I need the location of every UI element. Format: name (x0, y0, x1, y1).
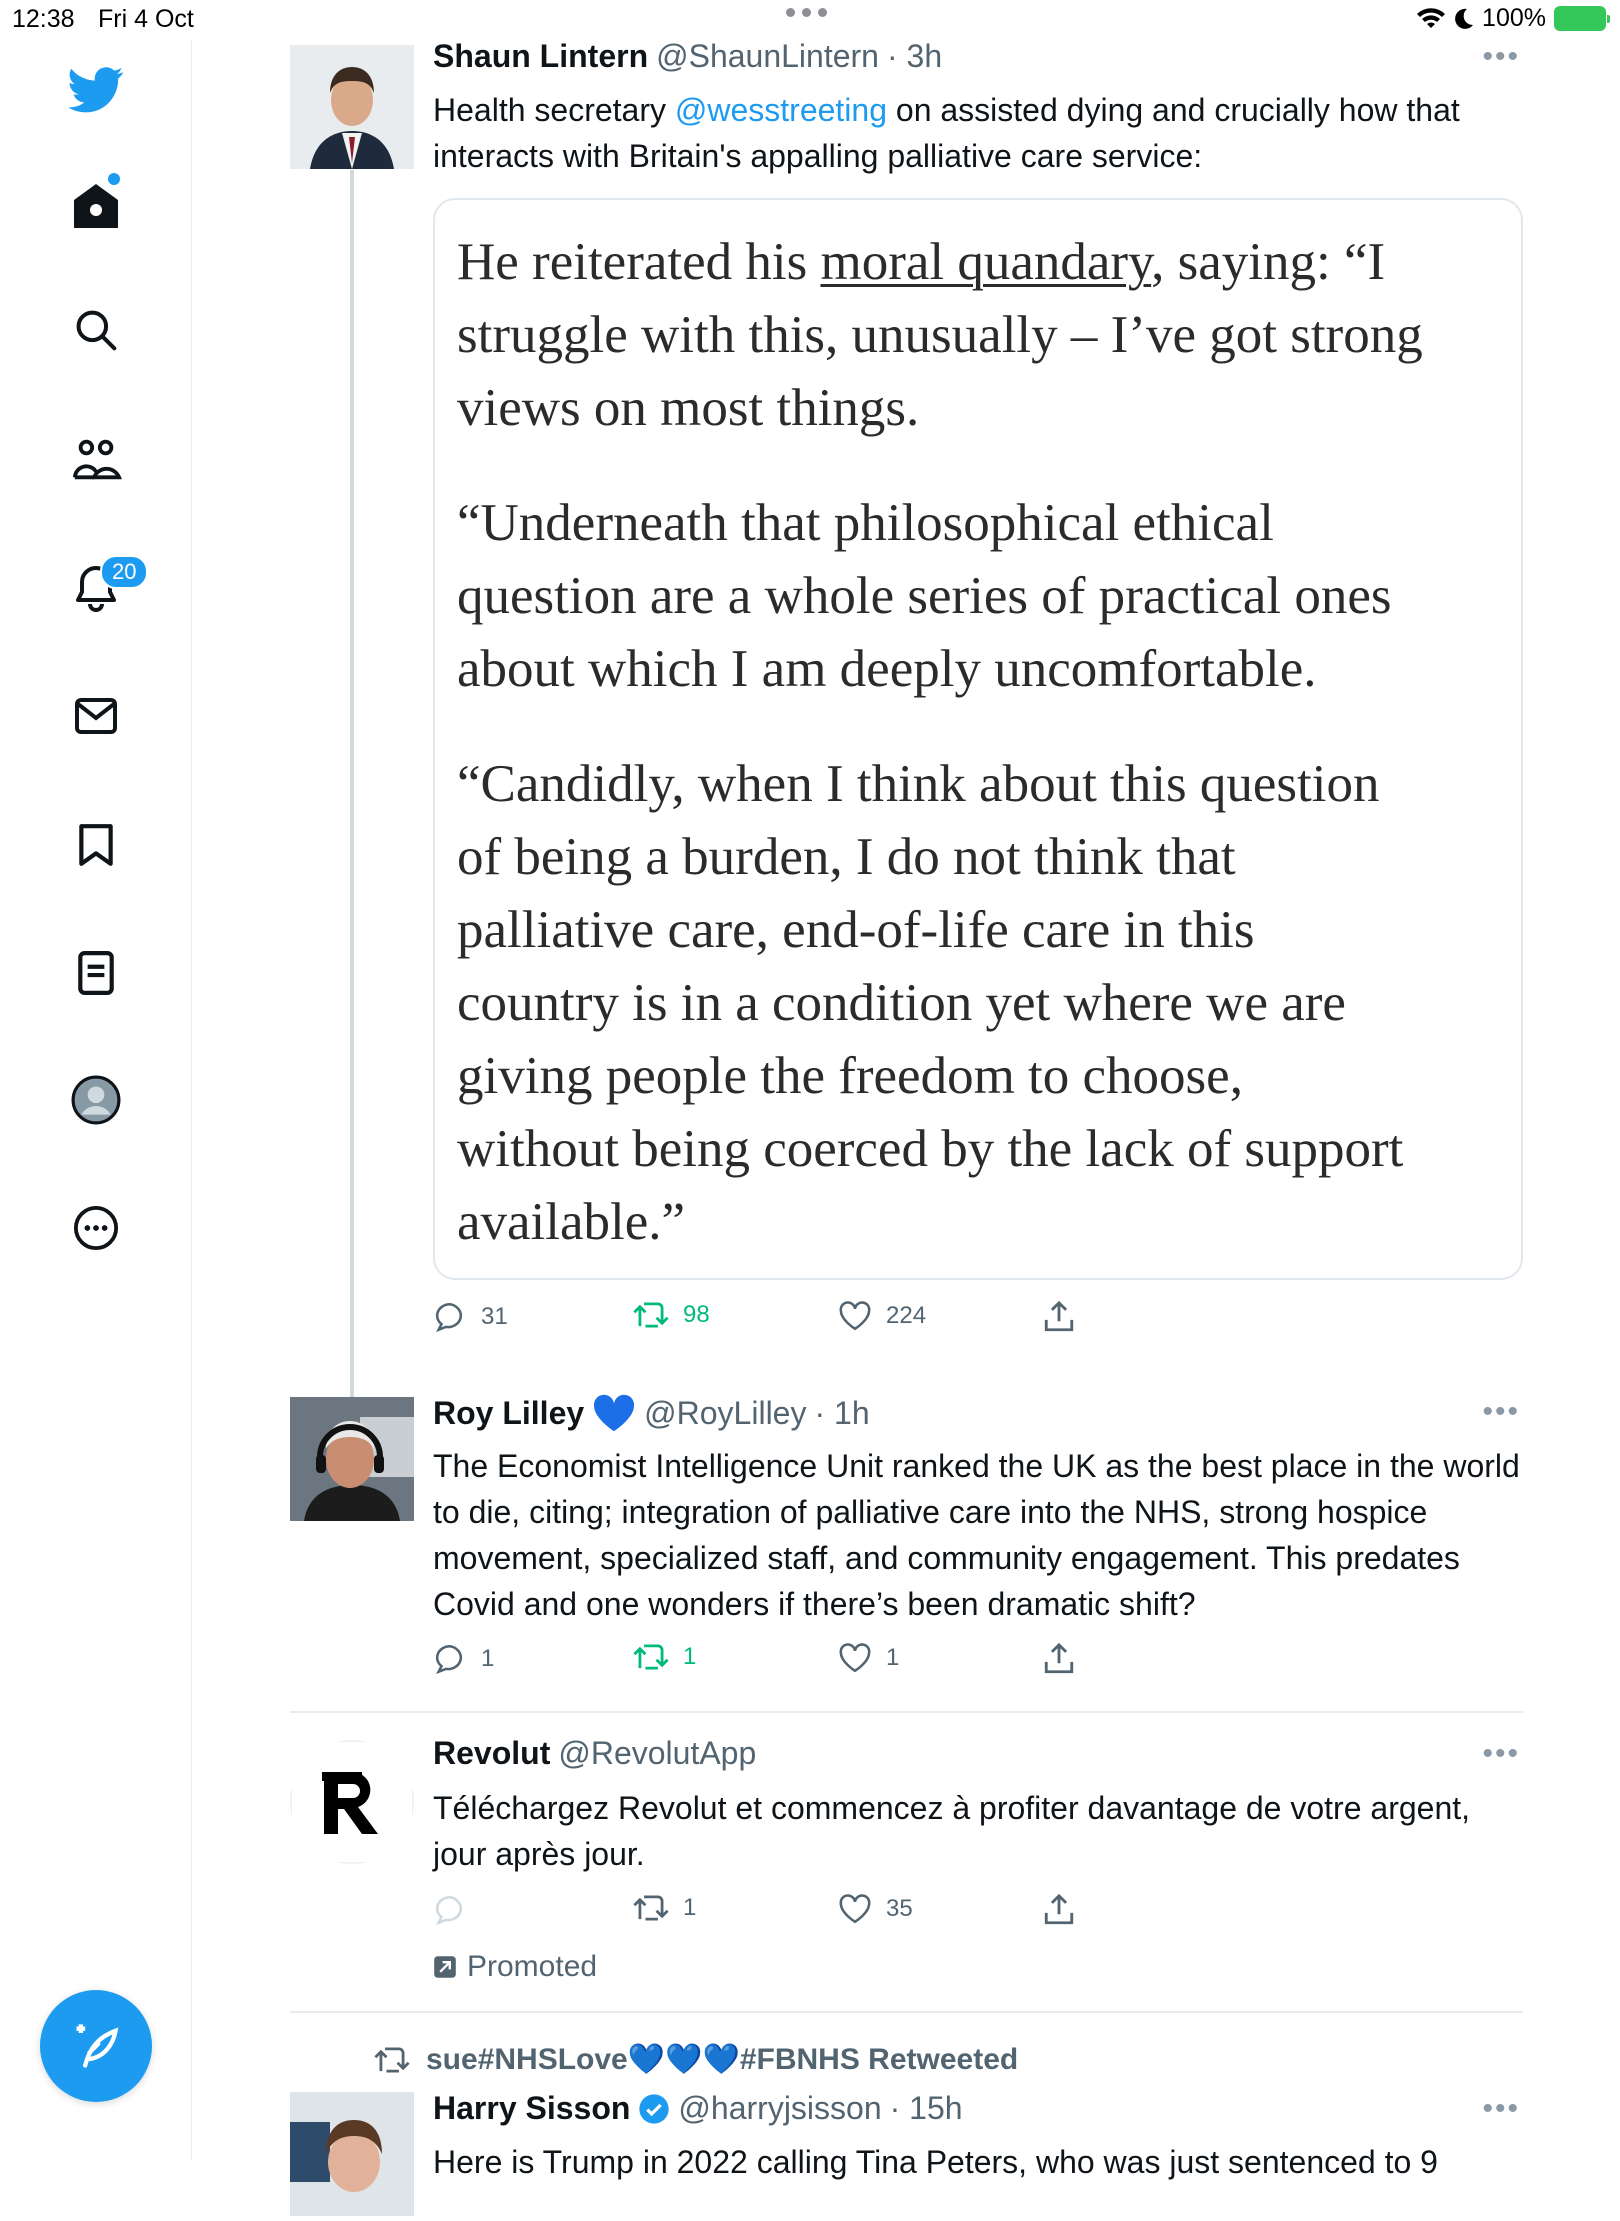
retweeted-by-label[interactable]: sue#NHSLove💙💙💙#FBNHS Retweeted (374, 2042, 1018, 2077)
status-time: 12:38 (12, 5, 75, 33)
reply-button[interactable] (433, 1893, 467, 1927)
status-date: Fri 4 Oct (98, 5, 194, 33)
tweet-1-image-quote[interactable] (433, 198, 1523, 1280)
blue-heart-icon (592, 1393, 636, 1433)
tweet-2-more-icon[interactable]: ••• (1482, 1395, 1520, 1428)
tweet-1-text: Health secretary @wesstreeting on assisted dying and crucially how that interacts with Britain's appalling palliative care service: (433, 92, 1460, 174)
author-name[interactable]: Roy Lilley (433, 1394, 585, 1431)
heart-icon (838, 1642, 872, 1674)
avatar-harry-sisson[interactable] (290, 2092, 414, 2216)
share-icon (1043, 1893, 1075, 1927)
tweet-4-more-icon[interactable]: ••• (1482, 2092, 1520, 2125)
tweet-divider (290, 2011, 1523, 2013)
retweet-icon (374, 2045, 410, 2075)
more-circle-icon (73, 1205, 119, 1251)
author-name[interactable]: Shaun Lintern (433, 38, 649, 74)
author-name[interactable]: Harry Sisson (433, 2090, 631, 2126)
reply-icon (433, 1642, 467, 1676)
tweet-2-header (433, 1393, 870, 1433)
sidebar-item-explore[interactable] (61, 295, 131, 365)
notifications-badge: 20 (100, 555, 148, 589)
retweet-icon (633, 1893, 669, 1923)
quote-line: He reiterated his moral quandary, saying: “I struggle with this, unusually – I’ve got strong views on most things. (457, 233, 1423, 437)
bookmark-icon (77, 822, 115, 868)
author-handle[interactable]: @RoyLilley (644, 1394, 807, 1431)
tweet-4-text: Here is Trump in 2022 calling Tina Peters, who was just sentenced to 9 (433, 2144, 1438, 2180)
like-button[interactable]: 1 (838, 1642, 899, 1674)
tweet-4-header (433, 2090, 963, 2127)
mail-icon (74, 696, 118, 736)
sidebar-item-messages[interactable] (61, 681, 131, 751)
share-button[interactable] (1043, 1300, 1075, 1334)
reply-button[interactable]: 1 (433, 1642, 494, 1676)
retweet-icon (633, 1642, 669, 1672)
reply-icon (433, 1300, 467, 1334)
heart-icon (838, 1893, 872, 1925)
thread-connector (350, 170, 354, 1400)
avatar-roy-lilley[interactable] (290, 1397, 414, 1521)
tweet-3-more-icon[interactable]: ••• (1482, 1737, 1520, 1770)
share-button[interactable] (1043, 1642, 1075, 1676)
battery-percent: 100% (1482, 4, 1546, 32)
home-unread-dot (108, 173, 120, 185)
promoted-label: Promoted (433, 1950, 597, 1984)
retweet-button[interactable]: 1 (633, 1642, 696, 1672)
verified-badge-icon (638, 2093, 670, 2125)
mention-link[interactable]: @wesstreeting (674, 92, 887, 128)
sidebar-item-more[interactable] (61, 1193, 131, 1263)
retweet-button[interactable]: 1 (633, 1893, 696, 1923)
moon-icon (1454, 8, 1474, 30)
blue-hearts-emoji: 💙💙💙 (627, 2043, 740, 2076)
like-button[interactable]: 35 (838, 1893, 913, 1925)
sidebar-item-profile[interactable] (61, 1065, 131, 1135)
sidebar-item-communities[interactable] (61, 425, 131, 495)
multitasking-dots-icon[interactable] (786, 8, 827, 17)
tweet-3-actions (433, 1893, 1133, 1933)
retweet-button[interactable]: 98 (633, 1300, 710, 1330)
tweet-2-actions (433, 1642, 1133, 1682)
tweet-1-header (433, 38, 942, 75)
share-button[interactable] (1043, 1893, 1075, 1927)
lists-icon (77, 950, 115, 996)
sidebar-item-lists[interactable] (61, 938, 131, 1008)
heart-icon (838, 1300, 872, 1332)
battery-icon (1554, 6, 1606, 31)
communities-icon (71, 438, 121, 482)
status-indicators (1416, 4, 1606, 33)
share-icon (1043, 1642, 1075, 1676)
home-icon (72, 182, 120, 228)
twitter-logo-icon[interactable] (61, 55, 131, 125)
tweet-2-text: The Economist Intelligence Unit ranked the UK as the best place in the world to die, citing; integration of palliative care into the NHS, strong hospice movement, specialized staff, and community engagement. This predates Covid and one wonders if there’s been dramatic shift? (433, 1448, 1520, 1622)
tweet-time: · 15h (889, 2090, 963, 2126)
tweet-3-text: Téléchargez Revolut et commencez à profiter davantage de votre argent, jour après jour. (433, 1790, 1471, 1872)
quote-line: “Candidly, when I think about this question of being a burden, I do not think that palliative care, end-of-life care in this country is in a condition yet where we are giving people the freedom to choose, without being coerced by the lack of support available.” (457, 755, 1404, 1251)
tweet-1-more-icon[interactable]: ••• (1482, 40, 1520, 73)
sidebar-item-home[interactable] (61, 170, 131, 240)
search-icon (74, 308, 118, 352)
tweet-divider (290, 1711, 1523, 1713)
share-icon (1043, 1300, 1075, 1334)
profile-avatar-icon (71, 1075, 121, 1125)
status-bar (0, 0, 1620, 40)
tweet-time: · 1h (814, 1394, 870, 1431)
compose-tweet-button[interactable] (40, 1990, 152, 2102)
retweet-icon (633, 1300, 669, 1330)
promoted-icon (433, 1955, 457, 1979)
compose-feather-icon (70, 2020, 122, 2072)
author-handle[interactable]: @harryjsisson (678, 2090, 882, 2126)
tweet-3-header (433, 1735, 756, 1772)
quote-line: “Underneath that philosophical ethical question are a whole series of practical ones about which I am deeply uncomfortable. (457, 494, 1392, 698)
avatar-shaun-lintern[interactable] (290, 45, 414, 169)
tweet-1-actions (433, 1300, 1133, 1340)
avatar-revolut[interactable] (290, 1740, 414, 1864)
tweet-time: · 3h (886, 38, 943, 74)
sidebar-item-bookmarks[interactable] (61, 810, 131, 880)
reply-icon (433, 1893, 467, 1927)
author-handle[interactable]: @RevolutApp (558, 1735, 757, 1771)
author-name[interactable]: Revolut (433, 1735, 551, 1771)
reply-button[interactable]: 31 (433, 1300, 508, 1334)
wifi-icon (1416, 7, 1446, 31)
like-button[interactable]: 224 (838, 1300, 926, 1332)
author-handle[interactable]: @ShaunLintern (656, 38, 879, 74)
